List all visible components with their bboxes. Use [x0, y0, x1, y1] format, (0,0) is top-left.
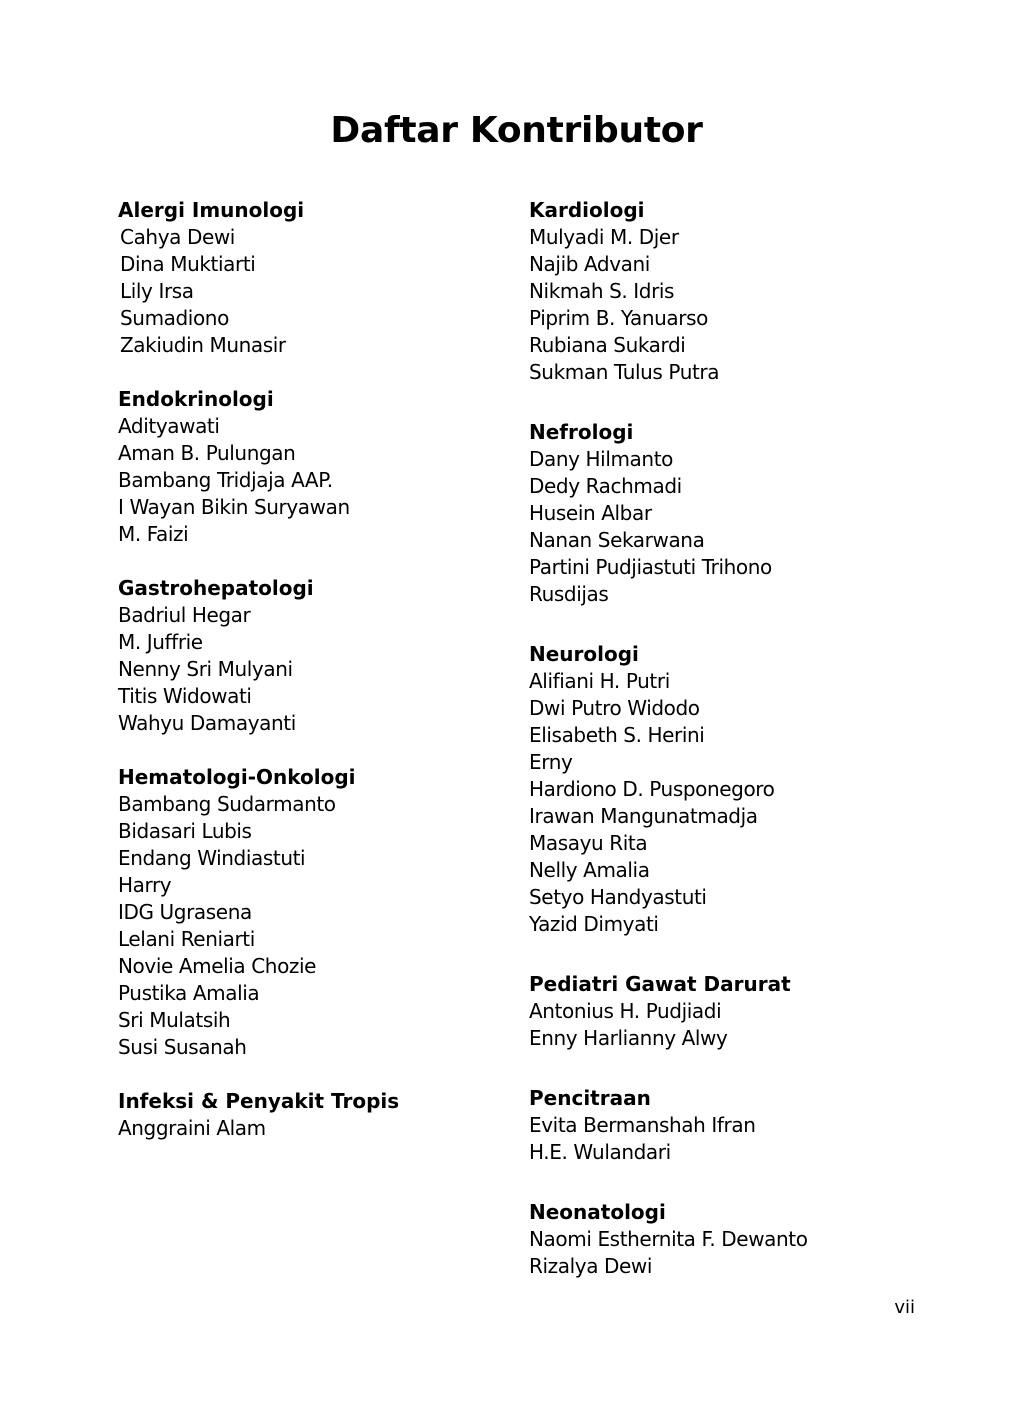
contributor-name: I Wayan Bikin Suryawan [118, 495, 350, 519]
contributor-name: Alifiani H. Putri [529, 669, 670, 693]
contributor-name: Nelly Amalia [529, 858, 650, 882]
contributor-name: Badriul Hegar [118, 603, 251, 627]
contributor-name: Aman B. Pulungan [118, 441, 296, 465]
right-column [529, 197, 949, 1313]
contributor-name: Irawan Mangunatmadja [529, 804, 758, 828]
contributor-name: Bambang Tridjaja AAP. [118, 468, 333, 492]
contributor-section [118, 764, 508, 1061]
section-heading: Pediatri Gawat Darurat [529, 972, 791, 996]
contributor-section [529, 971, 949, 1052]
contributor-name: Sumadiono [120, 306, 229, 330]
section-heading: Kardiologi [529, 198, 645, 222]
contributor-name: Dina Muktiarti [120, 252, 256, 276]
contributor-name: Lelani Reniarti [118, 927, 255, 951]
contributor-name: Dany Hilmanto [529, 447, 673, 471]
contributor-name: IDG Ugrasena [118, 900, 252, 924]
contributor-name: Sukman Tulus Putra [529, 360, 720, 384]
section-heading: Hematologi-Onkologi [118, 765, 356, 789]
contributor-name: Setyo Handyastuti [529, 885, 707, 909]
contributor-name: Cahya Dewi [120, 225, 235, 249]
contributor-name: Bambang Sudarmanto [118, 792, 336, 816]
contributor-name: Husein Albar [529, 501, 652, 525]
contributor-section [118, 575, 508, 737]
contributor-section [118, 386, 508, 548]
contributor-name: Titis Widowati [118, 684, 252, 708]
contributor-name: Harry [118, 873, 172, 897]
contributor-name: Evita Bermanshah Ifran [529, 1113, 756, 1137]
section-heading: Gastrohepatologi [118, 576, 314, 600]
contributor-name: Yazid Dimyati [529, 912, 659, 936]
section-heading: Endokrinologi [118, 387, 274, 411]
contributor-section [529, 197, 949, 386]
contributor-section [118, 197, 508, 359]
section-heading: Nefrologi [529, 420, 634, 444]
contributor-section [529, 419, 949, 608]
page-title: Daftar Kontributor [330, 110, 703, 151]
contributor-name: Nenny Sri Mulyani [118, 657, 293, 681]
contributor-name: Piprim B. Yanuarso [529, 306, 708, 330]
page-number: vii [894, 1297, 915, 1318]
contributor-name: Rizalya Dewi [529, 1254, 653, 1278]
contributor-name: Dedy Rachmadi [529, 474, 682, 498]
section-heading: Neurologi [529, 642, 639, 666]
contributor-name: Nanan Sekarwana [529, 528, 705, 552]
contributor-name: Najib Advani [529, 252, 650, 276]
contributor-name: Lily Irsa [120, 279, 194, 303]
contributor-name: M. Faizi [118, 522, 189, 546]
contributor-name: Dwi Putro Widodo [529, 696, 700, 720]
contributor-name: Wahyu Damayanti [118, 711, 296, 735]
contributor-name: Masayu Rita [529, 831, 648, 855]
contributor-name: Pustika Amalia [118, 981, 260, 1005]
contributor-name: Sri Mulatsih [118, 1008, 231, 1032]
contributor-name: Elisabeth S. Herini [529, 723, 705, 747]
contributor-section [118, 1088, 508, 1142]
section-heading: Infeksi & Penyakit Tropis [118, 1089, 400, 1113]
contributor-name: M. Juffrie [118, 630, 203, 654]
contributor-name: Adityawati [118, 414, 220, 438]
contributor-name: Partini Pudjiastuti Trihono [529, 555, 772, 579]
section-heading: Pencitraan [529, 1086, 651, 1110]
contributor-section [529, 641, 949, 938]
contributor-name: H.E. Wulandari [529, 1140, 671, 1164]
contributor-section [529, 1085, 949, 1166]
contributor-name: Hardiono D. Pusponegoro [529, 777, 775, 801]
contributor-name: Susi Susanah [118, 1035, 247, 1059]
contributor-name: Anggraini Alam [118, 1116, 266, 1140]
section-heading: Neonatologi [529, 1200, 666, 1224]
contributor-name: Enny Harlianny Alwy [529, 1026, 728, 1050]
contributor-name: Zakiudin Munasir [120, 333, 286, 357]
contributor-name: Mulyadi M. Djer [529, 225, 679, 249]
section-heading: Alergi Imunologi [118, 198, 305, 222]
contributor-name: Naomi Esthernita F. Dewanto [529, 1227, 808, 1251]
contributor-name: Endang Windiastuti [118, 846, 306, 870]
left-column [118, 197, 508, 1169]
contributor-name: Nikmah S. Idris [529, 279, 675, 303]
contributor-name: Novie Amelia Chozie [118, 954, 317, 978]
contributor-name: Bidasari Lubis [118, 819, 252, 843]
contributor-name: Antonius H. Pudjiadi [529, 999, 722, 1023]
contributor-section [529, 1199, 949, 1280]
contributor-name: Rubiana Sukardi [529, 333, 686, 357]
contributor-name: Rusdijas [529, 582, 609, 606]
contributor-name: Erny [529, 750, 573, 774]
